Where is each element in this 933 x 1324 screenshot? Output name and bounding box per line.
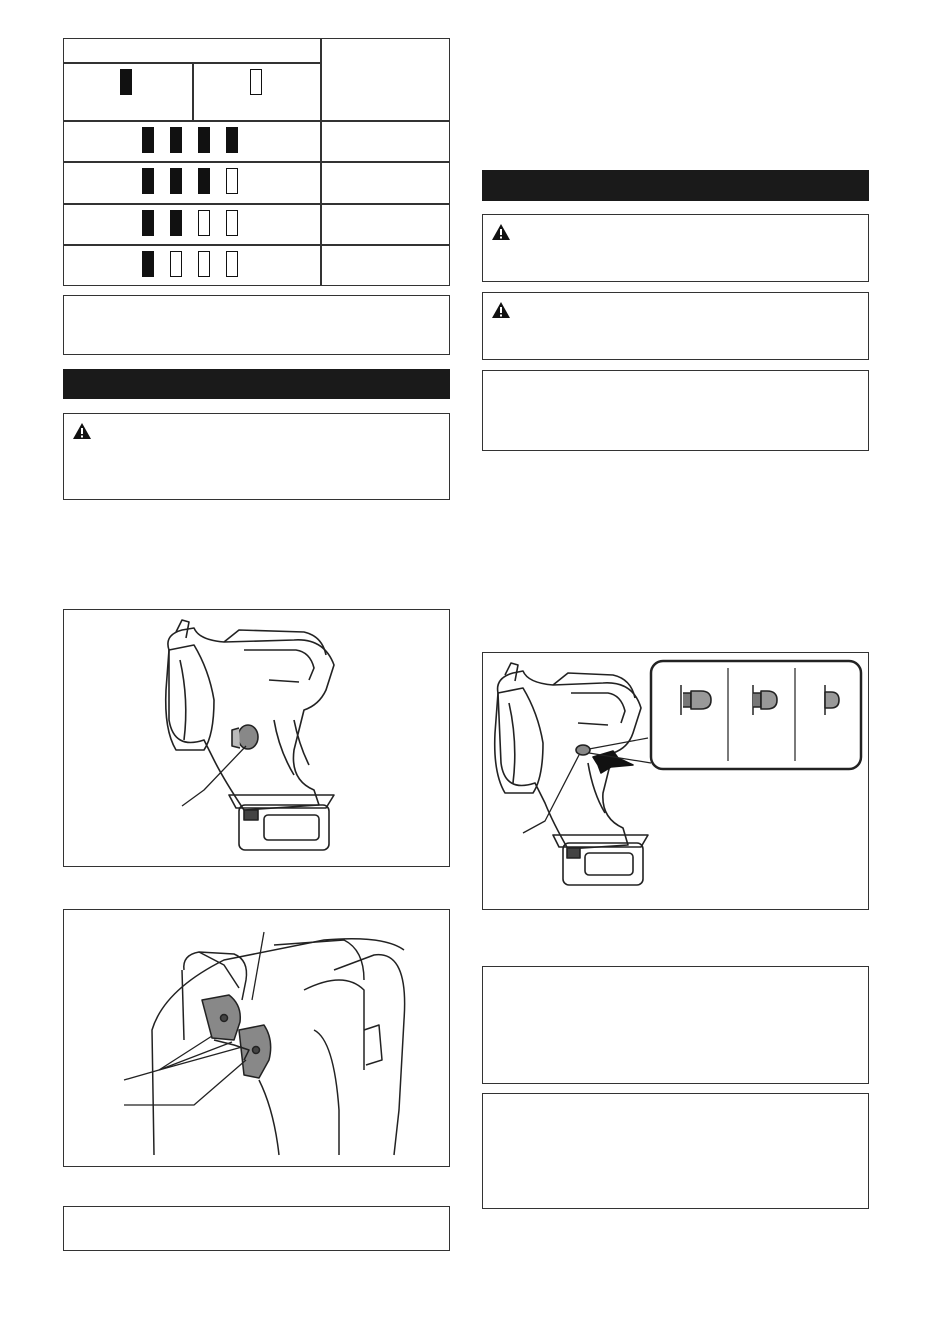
warning-box [482, 292, 869, 360]
closeup-illustration [64, 910, 449, 1166]
lamp [170, 210, 182, 236]
note-box [482, 1093, 869, 1209]
table-row [64, 163, 320, 201]
table-row [64, 246, 320, 284]
table-row [64, 205, 320, 243]
warning-box [63, 413, 450, 500]
lamp [226, 168, 238, 194]
header-lamp-lit [120, 69, 132, 95]
lamp [142, 251, 154, 277]
note-box [63, 295, 450, 355]
figure-tool-side-view [63, 609, 450, 867]
lamp [198, 168, 210, 194]
header-lamp-off [250, 69, 262, 95]
lamp [170, 251, 182, 277]
warning-triangle-icon [72, 422, 92, 440]
warning-triangle-icon [491, 301, 511, 319]
note-box [482, 966, 869, 1084]
lamp [198, 210, 210, 236]
note-box [482, 370, 869, 451]
tool-illustration [64, 610, 449, 866]
table-row [64, 122, 320, 160]
figure-tool-lamp-positions [482, 652, 869, 910]
warning-triangle-icon [491, 223, 511, 241]
lamp [226, 127, 238, 153]
warning-box [482, 214, 869, 282]
note-box [63, 1206, 450, 1251]
lamp [198, 127, 210, 153]
figure-closeup [63, 909, 450, 1167]
lamp [142, 168, 154, 194]
lamp [142, 210, 154, 236]
section-heading-bar [63, 369, 450, 399]
section-heading-bar [482, 170, 869, 201]
lamp [170, 127, 182, 153]
lamp [170, 168, 182, 194]
battery-capacity-table [63, 38, 450, 286]
lamp [226, 251, 238, 277]
tool-lamp-illustration [483, 653, 868, 909]
lamp [226, 210, 238, 236]
lamp [142, 127, 154, 153]
lamp [198, 251, 210, 277]
